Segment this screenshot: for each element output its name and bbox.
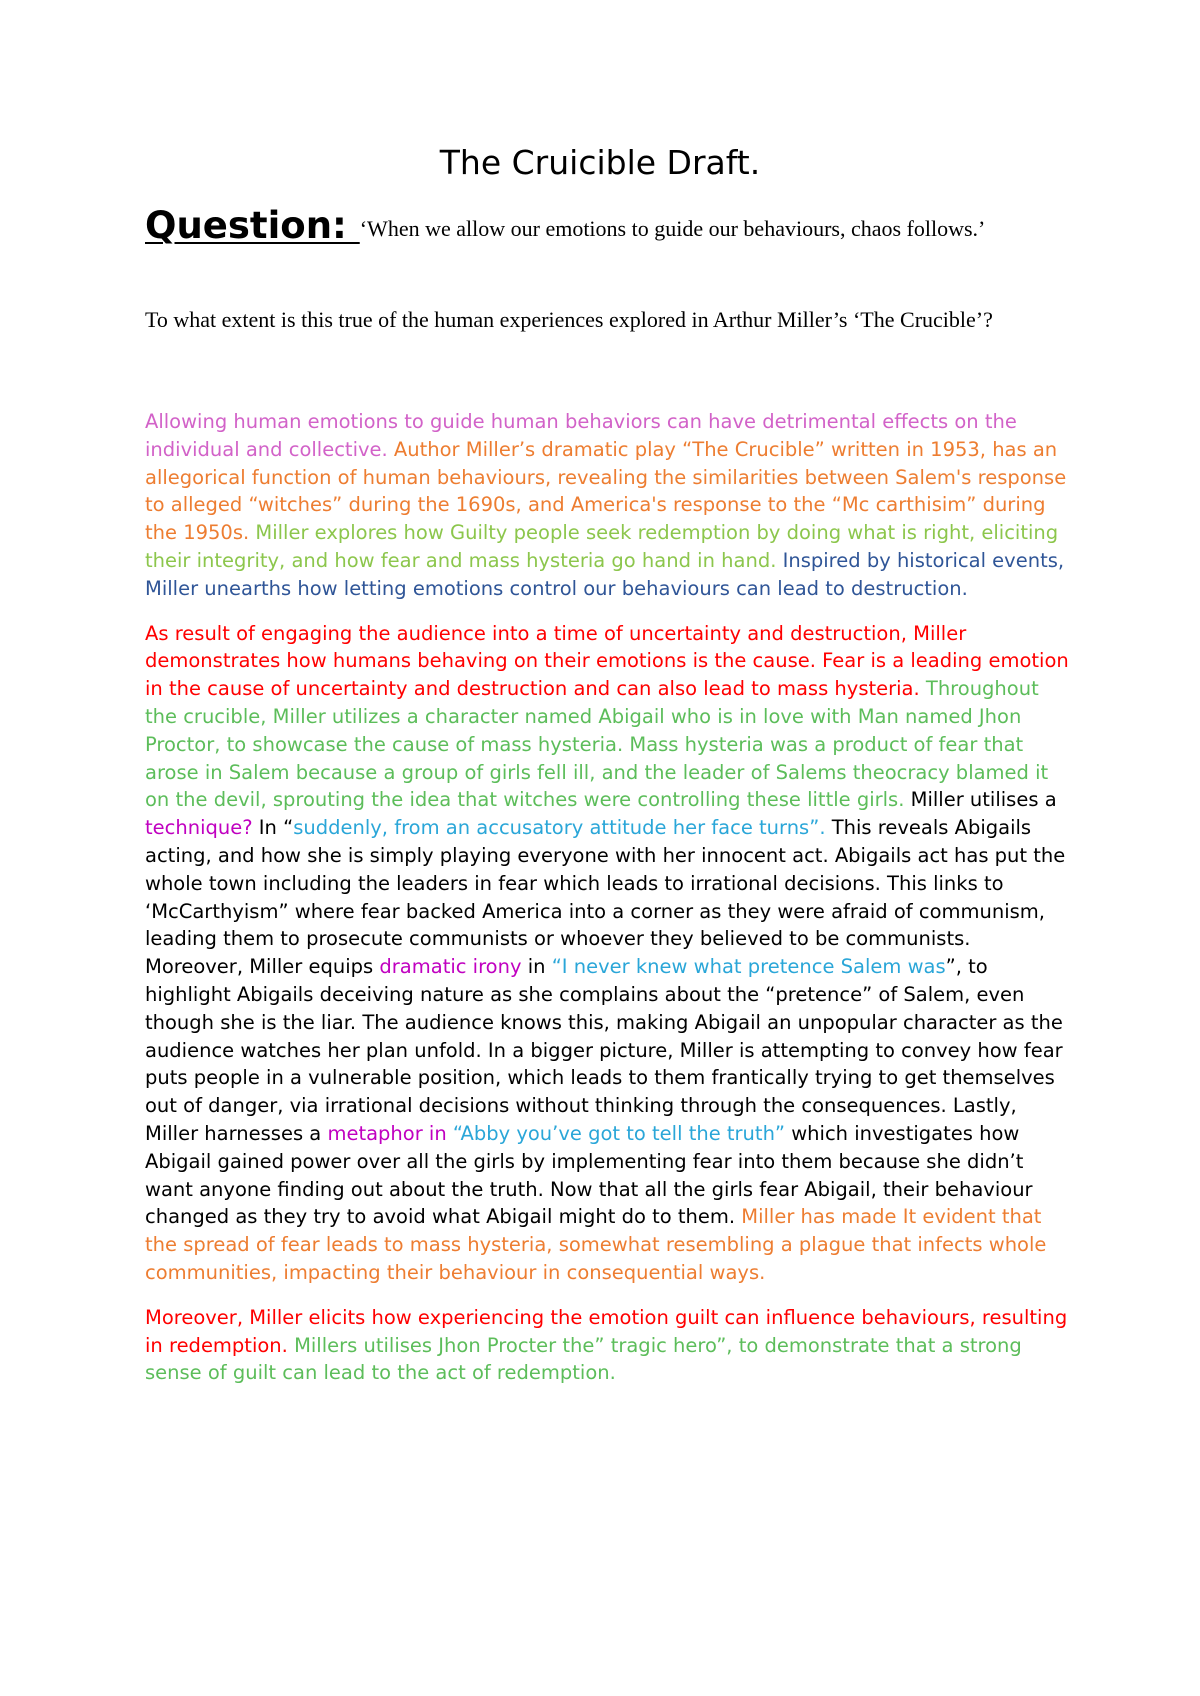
text-segment: suddenly, from an accusatory attitude her face turns”. bbox=[293, 816, 826, 840]
question-label: Question: bbox=[145, 204, 360, 247]
text-segment: Miller explores how Guilty people seek redemption by doing what is right, eliciting their integrity, and how fear and mass hysteria go hand in hand. bbox=[145, 521, 1059, 572]
essay-body bbox=[145, 408, 1070, 1404]
text-segment: Allowing human emotions to guide human behaviors can have detrimental effects on the individual and collective. bbox=[145, 410, 1017, 461]
text-segment: “Abby you’ve got to tell the truth” bbox=[452, 1121, 786, 1145]
text-segment: Throughout the crucible, Miller utilizes a character named Abigail who is in love with Man named Jhon Proctor, to showcase the cause of mass hysteria. Mass hysteria was a product of fear that arose in Salem because a group of girls fell ill, and the leader of Salems theocracy blamed it on the devil, sprouting the idea that witches were controlling these little girls. bbox=[145, 677, 1049, 812]
text-segment: This reveals Abigails acting, and how she is simply playing everyone with her innocent act. Abigails act has put the whole town including the leaders in fear which leads to irrational decisions. This links to ‘McCarthyism” where fear backed America into a corner as they were afraid of communism, leading them to prosecute communists or whoever they believed to be communists. Moreover, Miller equips bbox=[145, 816, 1066, 979]
text-segment: ”, to highlight Abigails deceiving nature as she complains about the “pretence” of Salem, even though she is the liar. The audience knows this, making Abigail an unpopular character as the audience watches her plan unfold. In a bigger picture, Miller is attempting to convey how fear puts people in a vulnerable position, which leads to them frantically trying to get themselves out of danger, via irrational decisions without thinking through the consequences. Lastly, Miller harnesses a bbox=[145, 955, 1063, 1145]
text-segment: Author Miller’s dramatic play “The Crucible” written in 1953, has an allegorical function of human behaviours, revealing the similarities between Salem's response to alleged “witches” during the 1690s, and America's response to the “Mc carthisim” during the 1950s. bbox=[145, 437, 1067, 545]
text-segment: metaphor in bbox=[327, 1121, 453, 1145]
paragraph-intro bbox=[145, 408, 1070, 603]
paragraph-body-2 bbox=[145, 1304, 1070, 1387]
text-segment: in bbox=[521, 955, 552, 979]
text-segment: dramatic irony bbox=[379, 955, 522, 979]
text-segment: Inspired by historical events, Miller unearths how letting emotions control our behaviours can lead to destruction. bbox=[145, 548, 1065, 600]
text-segment: technique? bbox=[145, 816, 259, 840]
question bbox=[145, 204, 1065, 247]
text-segment: In “ bbox=[258, 816, 294, 840]
paragraph-body-1 bbox=[145, 620, 1070, 1287]
document-title: The Cruicible Draft. bbox=[439, 143, 761, 182]
text-segment: “I never knew what pretence Salem was bbox=[551, 955, 946, 979]
text-segment: As result of engaging the audience into a time of uncertainty and destruction, Miller demonstrates how humans behaving on their emotions is the cause. Fear is a leading emotion in the cause of uncertainty and destruction and can also lead to mass hysteria. bbox=[145, 621, 1069, 701]
text-segment: Moreover, Miller elicits how experiencing the emotion guilt can influence behaviours, resulting in redemption. bbox=[145, 1305, 1068, 1357]
question-text: ‘When we allow our emotions to guide our behaviours, chaos follows.’ bbox=[359, 216, 986, 241]
sub-question: To what extent is this true of the human experiences explored in Arthur Miller’s ‘The Crucible’? bbox=[145, 307, 993, 332]
text-segment: Miller has made It evident that the spread of fear leads to mass hysteria, somewhat resembling a plague that infects whole communities, impacting their behaviour in consequential ways. bbox=[145, 1205, 1047, 1284]
text-segment: Millers utilises Jhon Procter the” tragic hero”, to demonstrate that a strong sense of guilt can lead to the act of redemption. bbox=[145, 1333, 1022, 1385]
text-segment: Miller utilises a bbox=[910, 788, 1057, 812]
text-segment: which investigates how Abigail gained power over all the girls by implementing fear into them because she didn’t want anyone finding out about the truth. Now that all the girls fear Abigail, their behaviour changed as they try to avoid what Abigail might do to them. bbox=[145, 1121, 1033, 1229]
